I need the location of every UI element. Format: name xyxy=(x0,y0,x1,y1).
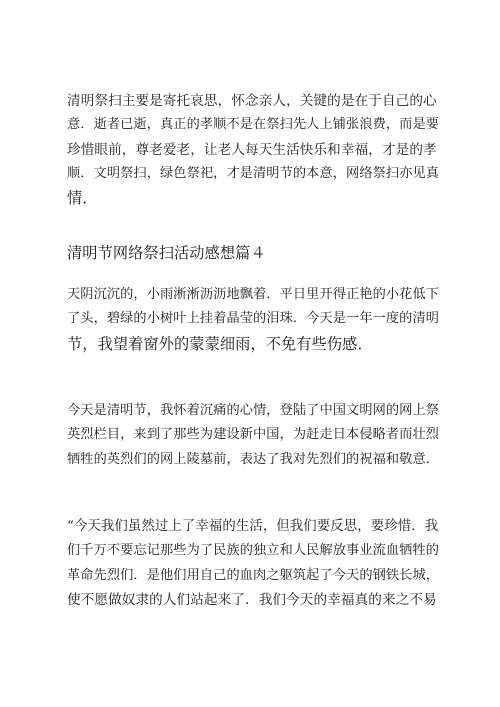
paragraph-qingming-sweeping xyxy=(67,89,441,210)
text-line: 今天是清明节，我怀着沉痛的心情，登陆了中国文明网的网上祭 xyxy=(67,403,440,418)
text-line: 英烈栏目，来到了那些为建设新中国，为赶走日本侵略者而壮烈 xyxy=(67,427,440,443)
text-line: 清明祭扫主要是寄托哀思，怀念亲人，关键的是在于自己的心 xyxy=(67,93,437,109)
text-line: 使不愿做奴隶的人们站起来了．我们今天的幸福真的来之不易 xyxy=(67,591,437,608)
text-line: “今天我们虽然过上了幸福的生活，但我们要反思，要珍惜．我 xyxy=(67,519,439,534)
text-line: 天阴沉沉的，小雨淅淅沥沥地飘着．平日里开得正艳的小花低下 xyxy=(67,287,440,302)
text-line: 顺．文明祭扫，绿色祭祀，才是清明节的本意，网络祭扫亦见真 xyxy=(67,165,440,181)
text-line: 意．逝者已逝，真正的孝顺不是在祭扫先人上铺张浪费，而是要 xyxy=(67,117,440,133)
text-line: 了头，碧绿的小树叶上挂着晶莹的泪珠．今天是一年一度的清明 xyxy=(67,311,440,327)
text-line: 珍惜眼前，尊老爱老，让老人每天生活快乐和幸福，才是的孝 xyxy=(67,141,437,158)
text-line: 节，我望着窗外的蒙蒙细雨，不免有些伤感． xyxy=(67,334,373,353)
paragraph-reflection-quote xyxy=(67,515,441,612)
heading-text: 清明节网络祭扫活动感想篇４ xyxy=(67,244,266,262)
paragraph-online-memorial xyxy=(67,399,441,472)
text-line: 们千万不要忘记那些为了民族的独立和人民解放事业流血牺牲的 xyxy=(67,543,440,559)
text-line: 革命先烈们．是他们用自己的血肉之躯筑起了今天的钢铁长城， xyxy=(67,567,440,583)
text-line: 牺牲的英烈们的网上陵墓前，表达了我对先烈们的祝福和敬意． xyxy=(67,451,440,467)
paragraph-gloomy-day xyxy=(67,283,441,356)
text-line: 情． xyxy=(67,189,98,208)
section-heading xyxy=(67,241,441,265)
